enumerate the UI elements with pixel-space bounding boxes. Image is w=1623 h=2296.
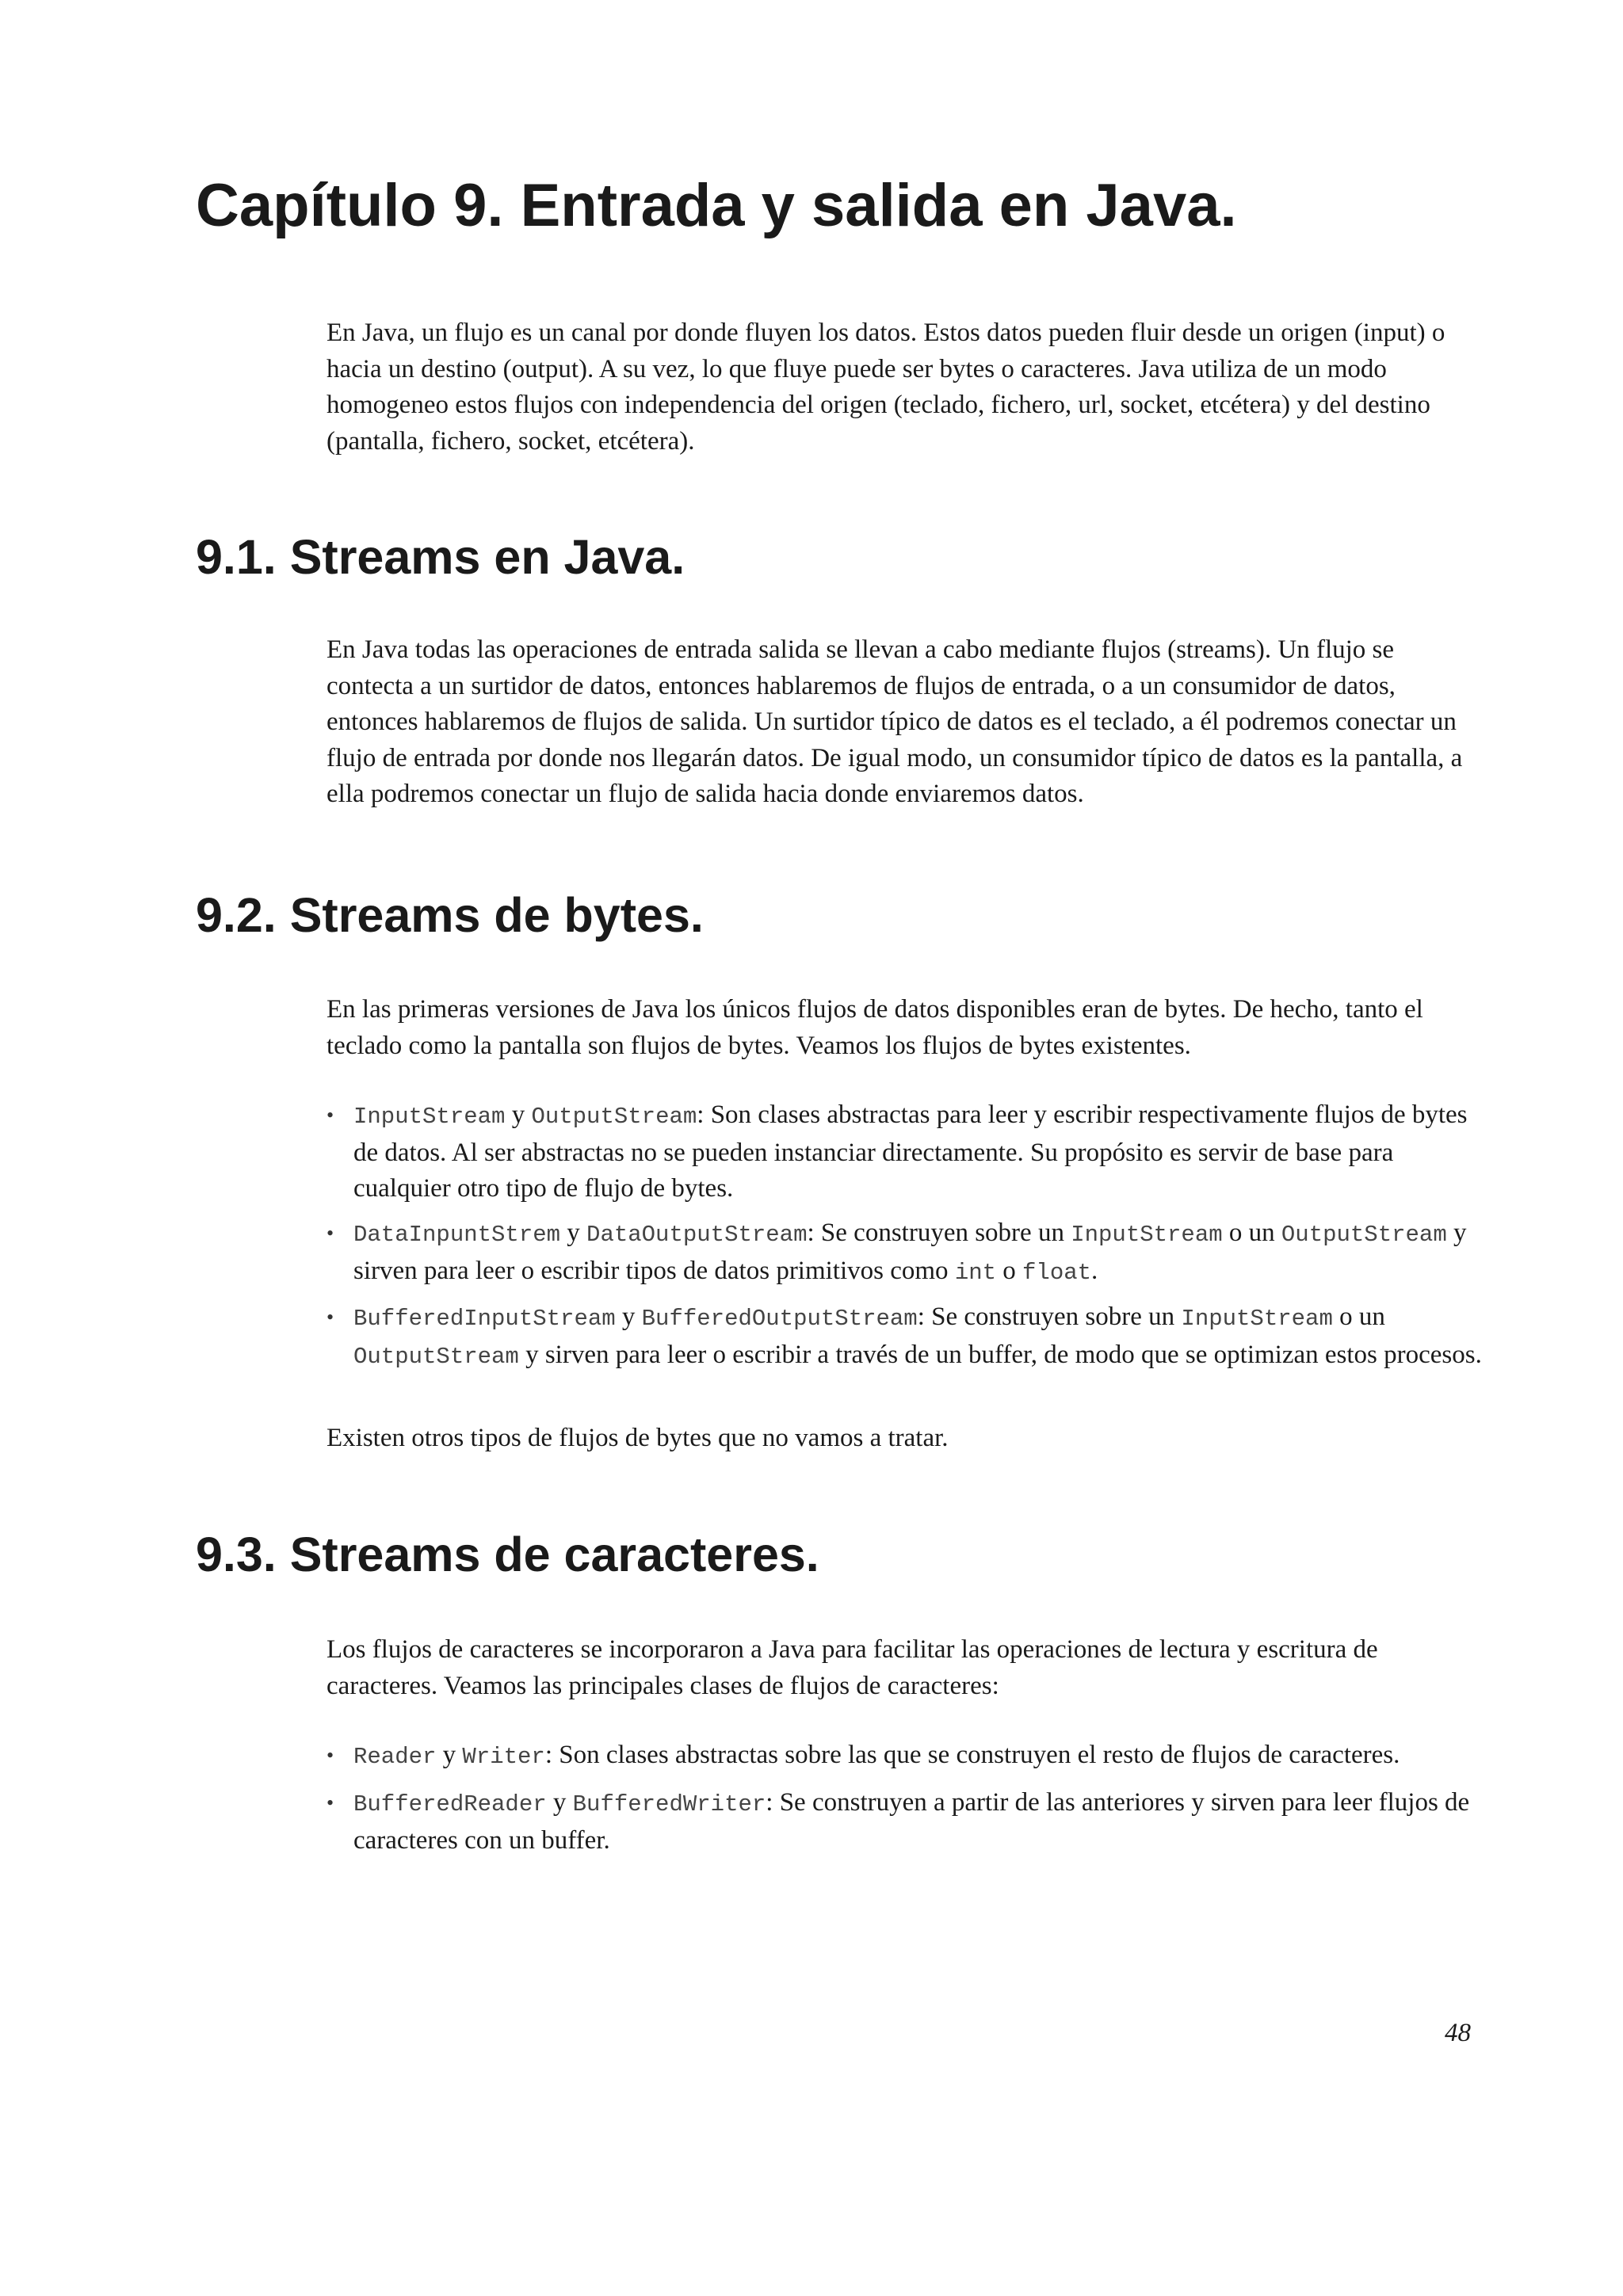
list-text: . [1091,1256,1098,1285]
bullet-marker: • [327,1104,334,1127]
code-term: DataOutputStream [586,1222,808,1248]
bullet-marker: • [327,1791,334,1814]
code-term: OutputStream [531,1104,697,1130]
code-term: InputStream [353,1104,506,1130]
section-9-3-title: 9.3. Streams de caracteres. [196,1527,819,1581]
list-text: : Son clases abstractas para leer y escribir respectivamente flujos de bytes de datos. Al ser abstractas no se pueden instanciar directamente. Su propósito es servir de base para cualquier otro tipo de flujo de bytes. [353,1100,1468,1203]
list-text: y [560,1219,587,1247]
code-term: float [1022,1259,1092,1286]
list-text: y sirven para leer o escribir tipos de datos primitivos como [353,1219,1467,1285]
list-text: y [546,1788,573,1817]
code-term: OutputStream [1281,1222,1447,1248]
code-term: int [954,1259,997,1286]
list-text: y [505,1100,532,1129]
list-text: y [436,1741,463,1769]
code-term: BufferedInputStream [353,1306,616,1332]
list-text: y [615,1302,642,1331]
code-term: DataInpuntStrem [353,1222,561,1248]
list-item-inputstream [353,1097,1484,1207]
chapter-title: Capítulo 9. Entrada y salida en Java. [196,172,1237,239]
code-term: Writer [462,1744,545,1770]
list-text: o un [1332,1302,1385,1331]
list-item-bufferedreader [353,1785,1484,1859]
code-term: BufferedWriter [572,1791,766,1817]
list-item-datainputstream [353,1215,1484,1291]
list-item-reader [353,1737,1484,1775]
code-term: InputStream [1181,1306,1333,1332]
list-text: o un [1222,1219,1281,1247]
code-term: Reader [353,1744,437,1770]
section-9-1-title: 9.1. Streams en Java. [196,530,685,584]
bullet-marker: • [327,1744,334,1767]
code-term: OutputStream [353,1343,519,1370]
section-9-1-paragraph: En Java todas las operaciones de entrada salida se llevan a cabo mediante flujos (streams). Un flujo se contecta a un surtidor de datos, entonces hablaremos de flujos de entrada, o a un consumidor de datos, entonces hablaremos de flujos de salida. Un surtidor típico de datos es el teclado, a él podremos conectar un flujo de entrada por donde nos llegarán datos. De igual modo, un consumidor típico de datos es la pantalla, a ella podremos conectar un flujo de salida hacia donde enviaremos datos. [327,635,1463,808]
list-text: : Se construyen sobre un [807,1219,1071,1247]
list-item-bufferedinputstream [353,1299,1484,1375]
section-9-2-paragraph: En las primeras versiones de Java los únicos flujos de datos disponibles eran de bytes. De hecho, tanto el teclado como la pantalla son flujos de bytes. Veamos los flujos de bytes existentes. [327,995,1423,1060]
list-text: o [996,1256,1023,1285]
bullet-marker: • [327,1222,334,1245]
section-9-2-title: 9.2. Streams de bytes. [196,888,704,942]
intro-paragraph: En Java, un flujo es un canal por donde fluyen los datos. Estos datos pueden fluir desde un origen (input) o hacia un destino (output). A su vez, lo que fluye puede ser bytes o caracteres. Java utiliza de un modo homogeneo estos flujos con independencia del origen (teclado, fichero, url, socket, etcétera) y del destino (pantalla, fichero, socket, etcétera). [327,318,1445,456]
code-term: BufferedOutputStream [641,1306,918,1332]
bullet-marker: • [327,1306,334,1329]
list-text: : Son clases abstractas sobre las que se construyen el resto de flujos de caracteres. [544,1741,1400,1769]
list-text: : Se construyen a partir de las anteriores y sirven para leer flujos de caracteres con un buffer. [353,1788,1470,1855]
section-9-3-paragraph: Los flujos de caracteres se incorporaron a Java para facilitar las operaciones de lectura y escritura de caracteres. Veamos las principales clases de flujos de caracteres: [327,1635,1378,1700]
code-term: InputStream [1071,1222,1223,1248]
list-text: y sirven para leer o escribir a través de un buffer, de modo que se optimizan estos procesos. [518,1340,1482,1369]
page-number: 48 [1445,2019,1471,2047]
list-text: : Se construyen sobre un [917,1302,1182,1331]
code-term: BufferedReader [353,1791,547,1817]
section-9-2-closing: Existen otros tipos de flujos de bytes que no vamos a tratar. [327,1424,949,1452]
